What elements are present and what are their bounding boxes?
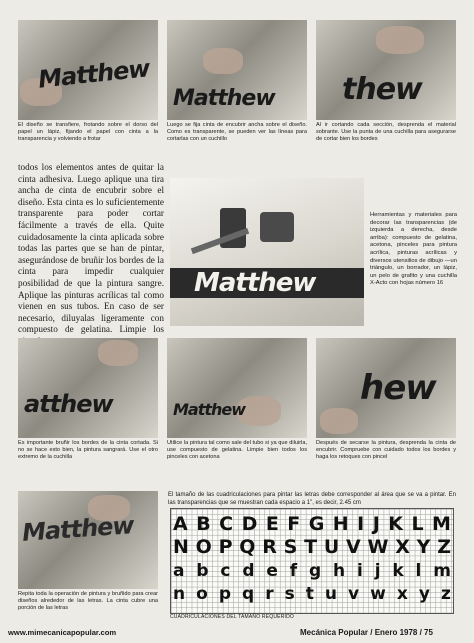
grid-letter: u bbox=[324, 584, 338, 604]
photo-materials bbox=[170, 178, 364, 326]
grid-letter: f bbox=[289, 561, 298, 581]
grid-letter: h bbox=[333, 561, 346, 581]
grid-letter: A bbox=[173, 513, 188, 535]
caption-burnish-edges: Es importante bruñir los bordes de la cinta cortada. Si no se hace esto bien, la pintura sangrará. Use el otro extremo de la cuchilla bbox=[18, 440, 158, 461]
grid-letter: G bbox=[308, 513, 325, 535]
footer-website[interactable]: www.mimecanicapopular.com bbox=[8, 628, 117, 637]
grid-letter: B bbox=[196, 513, 211, 535]
grid-letter: g bbox=[309, 561, 322, 581]
photo-apply-paint bbox=[167, 338, 307, 438]
grid-letter: H bbox=[332, 513, 349, 535]
grid-letter: s bbox=[284, 584, 295, 604]
grid-row-upper-2 bbox=[173, 536, 451, 558]
grid-letter: x bbox=[396, 584, 408, 604]
grid-row-lower-1 bbox=[173, 561, 451, 581]
grid-letter: b bbox=[196, 561, 209, 581]
photo-word: Matthew bbox=[36, 54, 151, 94]
materials-legend: Herramientas y materiales para decorar las transparencias (de izquierda a derecha, desde arriba): compuesto de gelatina, acetona, pinceles para pintura acrílica, pinturas acrílicas y diversos utensilios de dibujo —un triángulo, un borrador, un lápiz, un pelo de grafito y una cuchilla X-Acto con hojas número 16 bbox=[370, 212, 457, 287]
footer-magazine-info: Mecánica Popular / Enero 1978 / 75 bbox=[300, 628, 433, 637]
grid-intro: El tamaño de las cuadriculaciones para pintar las letras debe corresponder al área que se va a pintar. En las transparencias que se muestran cada espacio a 1", es decir, 2.45 cm bbox=[168, 492, 456, 506]
grid-letter: I bbox=[357, 513, 365, 535]
grid-letter: P bbox=[218, 536, 233, 558]
grid-letter: F bbox=[287, 513, 301, 535]
caption-masking-tape: Luego se fija cinta de encubrir ancha sobre el diseño. Como es transparente, se pueden ver las líneas para cortarlas con un cuchillo bbox=[167, 122, 307, 143]
grid-letter: e bbox=[266, 561, 278, 581]
grid-letter: C bbox=[219, 513, 234, 535]
caption-apply-paint: Utilice la pintura tal como sale del tubo si ya que diluirla, use compuesto de gelatina. Limpie bien todos los pinceles con acetona bbox=[167, 440, 307, 461]
grid-letter: d bbox=[242, 561, 255, 581]
grid-letter: o bbox=[196, 584, 208, 604]
grid-letter: W bbox=[367, 536, 389, 558]
photo-word: Matthew bbox=[173, 86, 275, 111]
grid-letter: a bbox=[173, 561, 185, 581]
article-body-text: todos los elementos antes de quitar la cinta adhesiva. Luego aplique una tira ancha de cinta de encubrir sobre el diseño. Esta cinta es lo suficientemente transparente para poder cortar fácilmente a través de ella. Quite cuidadosamente la cinta aplicada sobre todas las partes que se han de pintar, asegurándose de bruñir los bordes de la cinta para impedir cualquier posibilidad de que la pintura sangre. Aplique las pinturas acrílicas tal como vienen en sus tubos. En caso de ser necesario, diluyalas ligeramente con compuesto de gelatina. Limpie los bbox=[18, 162, 164, 335]
grid-letter: v bbox=[348, 584, 360, 604]
grid-letter: z bbox=[440, 584, 451, 604]
grid-letter: q bbox=[242, 584, 255, 604]
grid-letter: J bbox=[372, 513, 380, 535]
grid-letter: Q bbox=[239, 536, 256, 558]
grid-letter: l bbox=[415, 561, 422, 581]
photo-remove-tape bbox=[316, 338, 456, 438]
photo-word: atthew bbox=[24, 390, 113, 418]
grid-letter: R bbox=[262, 536, 277, 558]
grid-letter: X bbox=[395, 536, 410, 558]
photo-word: thew bbox=[342, 72, 422, 107]
photo-burnish-edges bbox=[18, 338, 158, 438]
grid-letter: y bbox=[418, 584, 430, 604]
grid-letter: D bbox=[241, 513, 258, 535]
grid-letter: M bbox=[432, 513, 451, 535]
caption-remove-tape: Después de secarse la pintura, desprenda la cinta de encubrir. Compruebe con cuidado todos los bordes y haga los retoques con pincel bbox=[316, 440, 456, 461]
photo-repeat-operation bbox=[18, 491, 158, 589]
grid-letter: m bbox=[433, 561, 451, 581]
grid-letter: c bbox=[220, 561, 231, 581]
grid-letter: S bbox=[283, 536, 298, 558]
caption-transfer-design: El diseño se transfiere, frotando sobre el dorso del papel un lápiz, fijando el papel con cinta a la transparencia y volviendo a frotar bbox=[18, 122, 158, 143]
grid-letter: O bbox=[195, 536, 212, 558]
article-body bbox=[18, 162, 164, 348]
grid-letter: Y bbox=[416, 536, 431, 558]
grid-letter: L bbox=[411, 513, 424, 535]
grid-letter: w bbox=[370, 584, 386, 604]
grid-letter: T bbox=[304, 536, 318, 558]
grid-letter: n bbox=[173, 584, 186, 604]
photo-transfer-design bbox=[18, 20, 158, 120]
photo-word: Matthew bbox=[173, 400, 246, 419]
photo-word: Matthew bbox=[194, 268, 316, 298]
grid-letter: p bbox=[218, 584, 231, 604]
photo-word: hew bbox=[360, 368, 436, 408]
grid-row-upper-1 bbox=[173, 513, 451, 535]
grid-letter: j bbox=[374, 561, 381, 581]
lettering-grid bbox=[170, 508, 454, 614]
grid-letter: U bbox=[323, 536, 340, 558]
grid-letter: i bbox=[357, 561, 363, 581]
grid-letter: N bbox=[173, 536, 189, 558]
grid-letter: V bbox=[346, 536, 361, 558]
photo-masking-tape bbox=[167, 20, 307, 120]
photo-word: Matthew bbox=[21, 511, 135, 547]
grid-letter: K bbox=[388, 513, 403, 535]
grid-row-lower-2 bbox=[173, 584, 451, 604]
grid-letter: t bbox=[305, 584, 314, 604]
caption-repeat-operation: Repita toda la operación de pintura y bruñido para crear diseños alrededor de las letras. La cinta cubre una porción de las letras bbox=[18, 591, 158, 612]
grid-caption: CUADRICULACIONES DEL TAMAÑO REQUERIDO bbox=[170, 614, 294, 620]
grid-letter: r bbox=[265, 584, 274, 604]
grid-letter: Z bbox=[437, 536, 451, 558]
photo-cutting-sections bbox=[316, 20, 456, 120]
grid-letter: E bbox=[265, 513, 279, 535]
caption-cutting-sections: Al ir cortando cada sección, desprenda el material sobrante. Use la punta de una cuchilla para asegurarse de cortar bien los bordes bbox=[316, 122, 456, 143]
grid-letter: k bbox=[392, 561, 404, 581]
